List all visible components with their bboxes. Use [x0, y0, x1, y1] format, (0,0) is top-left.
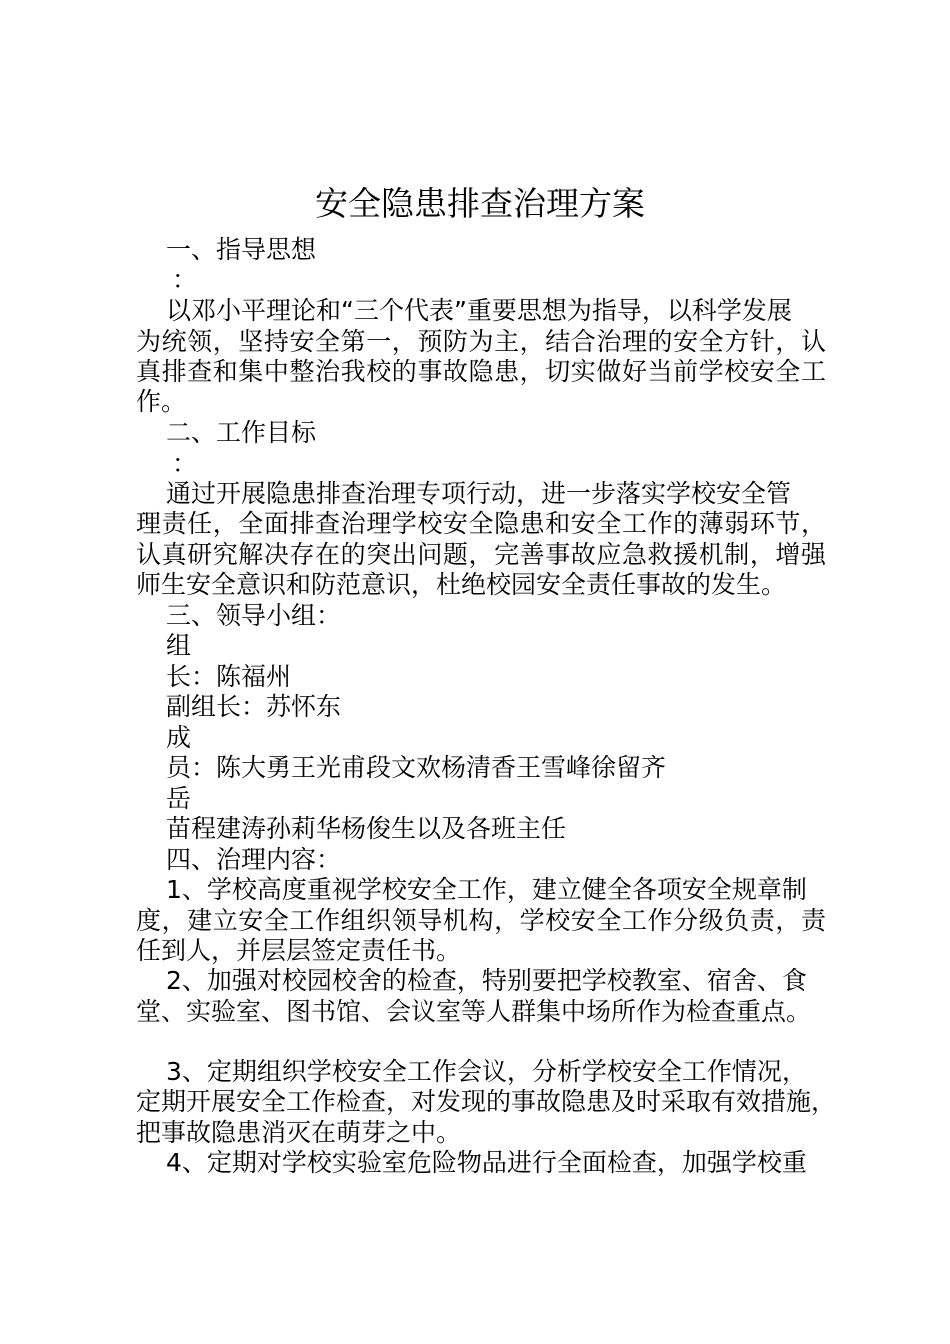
paragraph-line: 通过开展隐患排查治理专项行动，进一步落实学校安全管 — [166, 479, 792, 508]
paragraph-line: 认真研究解决存在的突出问题，完善事故应急救援机制，增强 — [136, 540, 826, 569]
paragraph-line: 1、学校高度重视学校安全工作，建立健全各项安全规章制 — [166, 875, 807, 904]
paragraph-line: 把事故隐患消灭在萌芽之中。 — [136, 1118, 462, 1147]
section-heading-work-goals: 二、工作目标 — [166, 418, 317, 447]
paragraph-line: 为统领，坚持安全第一，预防为主，结合治理的安全方针，认 — [136, 327, 826, 356]
paragraph-line: 3、定期组织学校安全工作会议，分析学校安全工作情况， — [166, 1057, 807, 1086]
members-line: 苗程建涛孙莉华杨俊生以及各班主任 — [166, 814, 567, 843]
paragraph-line: 真排查和集中整治我校的事故隐患，切实做好当前学校安全工 — [136, 357, 826, 386]
colon-line: ： — [172, 449, 198, 478]
paragraph-line: 2、加强对校园校舍的检查，特别要把学校教室、宿舍、食 — [166, 966, 807, 995]
colon-line: ： — [172, 265, 198, 294]
deputy-leader-line: 副组长：苏怀东 — [166, 692, 342, 721]
members-line: 岳 — [166, 784, 192, 813]
group-leader-line: 长：陈福州 — [166, 662, 292, 691]
section-heading-governance-content: 四、治理内容： — [166, 845, 342, 874]
members-line: 员：陈大勇王光甫段文欢杨清香王雪峰徐留齐 — [166, 753, 667, 782]
paragraph-line: 以邓小平理论和“三个代表”重要思想为指导，以科学发展 — [166, 296, 792, 325]
paragraph-line: 理责任，全面排查治理学校安全隐患和安全工作的薄弱环节， — [136, 509, 826, 538]
paragraph-line: 度，建立安全工作组织领导机构，学校安全工作分级负责，责 — [136, 906, 826, 935]
paragraph-line: 定期开展安全工作检查，对发现的事故隐患及时采取有效措施， — [136, 1087, 837, 1116]
paragraph-line: 作。 — [136, 387, 187, 416]
paragraph-line: 任到人，并层层签定责任书。 — [136, 936, 462, 965]
leader-label-line: 组 — [166, 631, 192, 660]
section-heading-leadership-group: 三、领导小组： — [166, 601, 342, 630]
document-title: 安全隐患排查治理方案 — [315, 184, 645, 223]
paragraph-line: 4、定期对学校实验室危险物品进行全面检查，加强学校重 — [166, 1148, 807, 1177]
paragraph-line: 师生安全意识和防范意识，杜绝校园安全责任事故的发生。 — [136, 570, 787, 599]
paragraph-line: 堂、实验室、图书馆、会议室等人群集中场所作为检查重点。 — [136, 997, 812, 1026]
members-label-line: 成 — [166, 723, 192, 752]
section-heading-guiding-ideology: 一、指导思想 — [166, 235, 317, 264]
